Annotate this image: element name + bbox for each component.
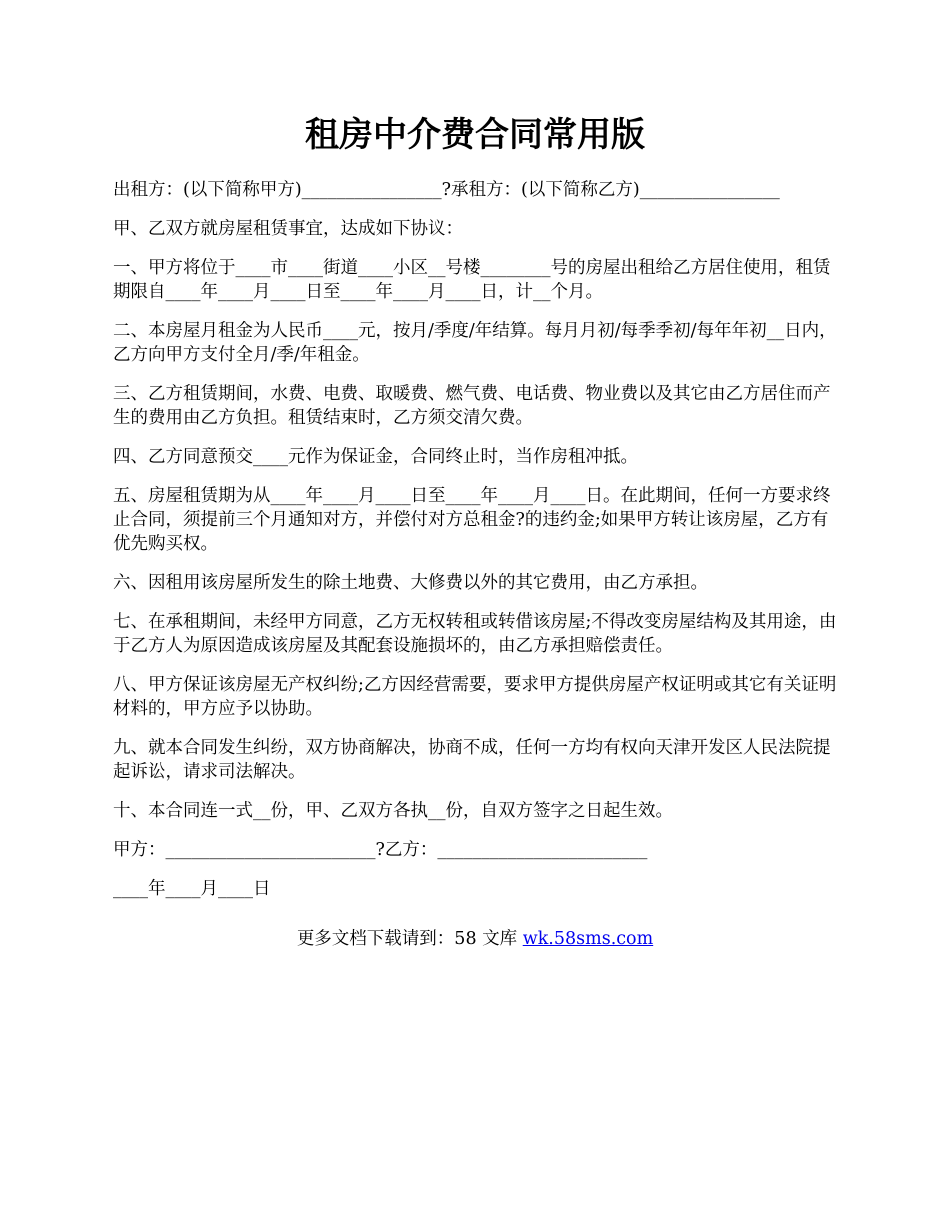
signature-line: 甲方：________________________?乙方：________________________ <box>113 840 648 860</box>
clause-7: 七、在承租期间，未经甲方同意，乙方无权转租或转借该房屋;不得改变房屋结构及其用途，由于乙方人为原因造成该房屋及其配套设施损坏的，由乙方承担赔偿责任。 <box>113 612 837 656</box>
footer-link[interactable]: wk.58sms.com <box>522 929 654 949</box>
footer <box>0 927 950 951</box>
clause-10: 十、本合同连一式__份，甲、乙双方各执__份，自双方签字之日起生效。 <box>113 801 673 821</box>
clause-1: 一、甲方将位于____市____街道____小区__号楼________号的房屋出租给乙方居住使用，租赁期限自____年____月____日至____年____月____日，计__个月。 <box>113 258 831 302</box>
clause-6: 六、因租用该房屋所发生的除土地费、大修费以外的其它费用，由乙方承担。 <box>113 573 708 593</box>
clause-4: 四、乙方同意预交____元作为保证金，合同终止时，当作房租冲抵。 <box>113 447 638 467</box>
clause-9: 九、就本合同发生纠纷，双方协商解决，协商不成，任何一方均有权向天津开发区人民法院提起诉讼，请求司法解决。 <box>113 738 831 782</box>
parties-line: 出租方：(以下简称甲方)________________?承租方：(以下简称乙方)________________ <box>113 180 780 200</box>
date-line: ____年____月____日 <box>113 879 271 899</box>
clause-3: 三、乙方租赁期间，水费、电费、取暖费、燃气费、电话费、物业费以及其它由乙方居住而产生的费用由乙方负担。租赁结束时，乙方须交清欠费。 <box>113 384 831 428</box>
intro-paragraph: 甲、乙双方就房屋租赁事宜，达成如下协议： <box>113 219 463 239</box>
clause-5: 五、房屋租赁期为从____年____月____日至____年____月____日。在此期间，任何一方要求终止合同，须提前三个月通知对方，并偿付对方总租金?的违约金;如果甲方转让该房屋，乙方有优先购买权。 <box>113 486 831 554</box>
clause-2: 二、本房屋月租金为人民币____元，按月/季度/年结算。每月月初/每季季初/每年年初__日内，乙方向甲方支付全月/季/年租金。 <box>113 321 837 365</box>
document-body <box>113 178 843 916</box>
clause-8: 八、甲方保证该房屋无产权纠纷;乙方因经营需要，要求甲方提供房屋产权证明或其它有关证明材料的，甲方应予以协助。 <box>113 675 837 719</box>
footer-text: 更多文档下载请到：58 文库 <box>296 929 523 949</box>
document-title: 租房中介费合同常用版 <box>305 115 645 155</box>
